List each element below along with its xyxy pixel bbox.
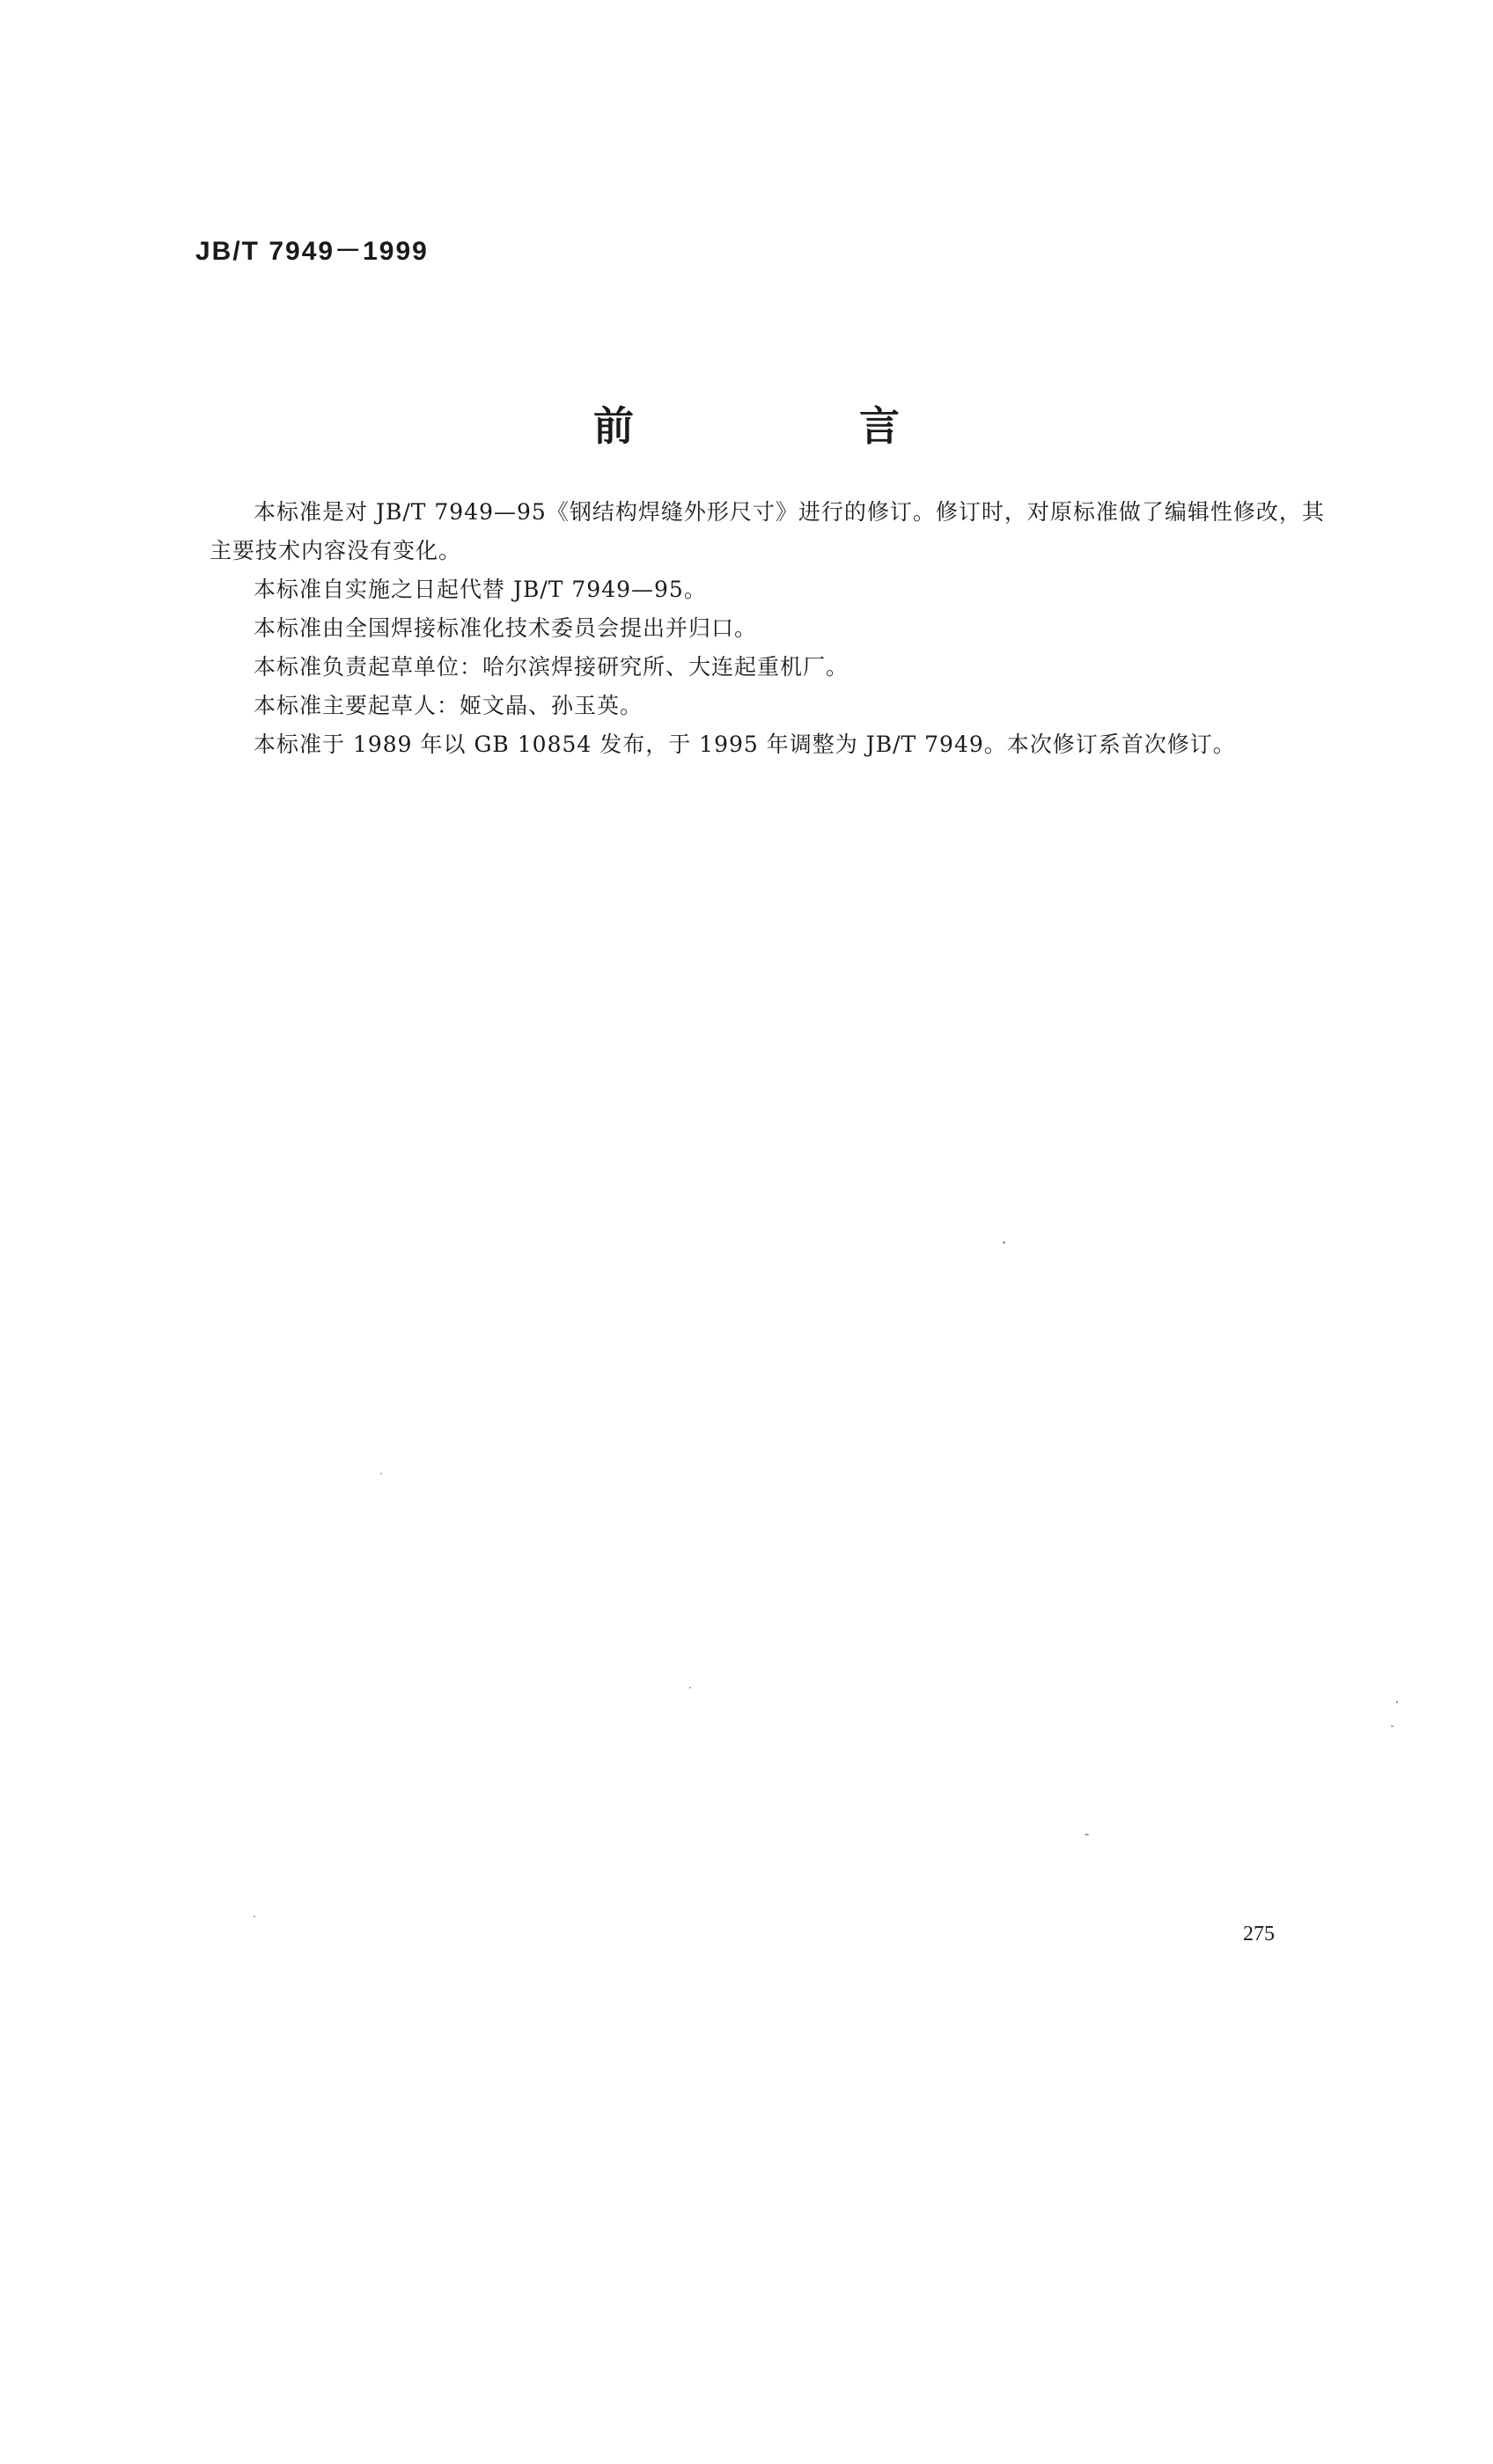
page-number: 275 [1243, 1923, 1275, 1945]
page-title: 前 言 [592, 402, 1005, 450]
paragraph: 本标准于 1989 年以 GB 10854 发布，于 1995 年调整为 JB/T 7949。本次修订系首次修订。 [254, 732, 1236, 757]
paragraph: 本标准是对 JB/T 7949—95《钢结构焊缝外形尺寸》进行的修订。修订时，对原标准做了编辑性修改，其主要技术内容没有变化。 [210, 499, 1325, 563]
scan-speck [1085, 1834, 1089, 1835]
scan-speck [1396, 1701, 1398, 1703]
paragraph: 本标准由全国焊接标准化技术委员会提出并归口。 [254, 615, 758, 641]
scan-speck [254, 1916, 255, 1917]
scan-speck [1391, 1725, 1394, 1727]
body-text [210, 493, 1329, 764]
paragraph: 本标准主要起草人：姬文晶、孙玉英。 [254, 693, 644, 718]
paragraph: 本标准自实施之日起代替 JB/T 7949—95。 [254, 577, 707, 602]
scan-speck [1003, 1241, 1005, 1244]
paragraph: 本标准负责起草单位：哈尔滨焊接研究所、大连起重机厂。 [254, 654, 849, 680]
standard-code: JB/T 7949－1999 [195, 237, 429, 266]
scan-speck [380, 1473, 382, 1475]
scan-speck [689, 1687, 691, 1688]
